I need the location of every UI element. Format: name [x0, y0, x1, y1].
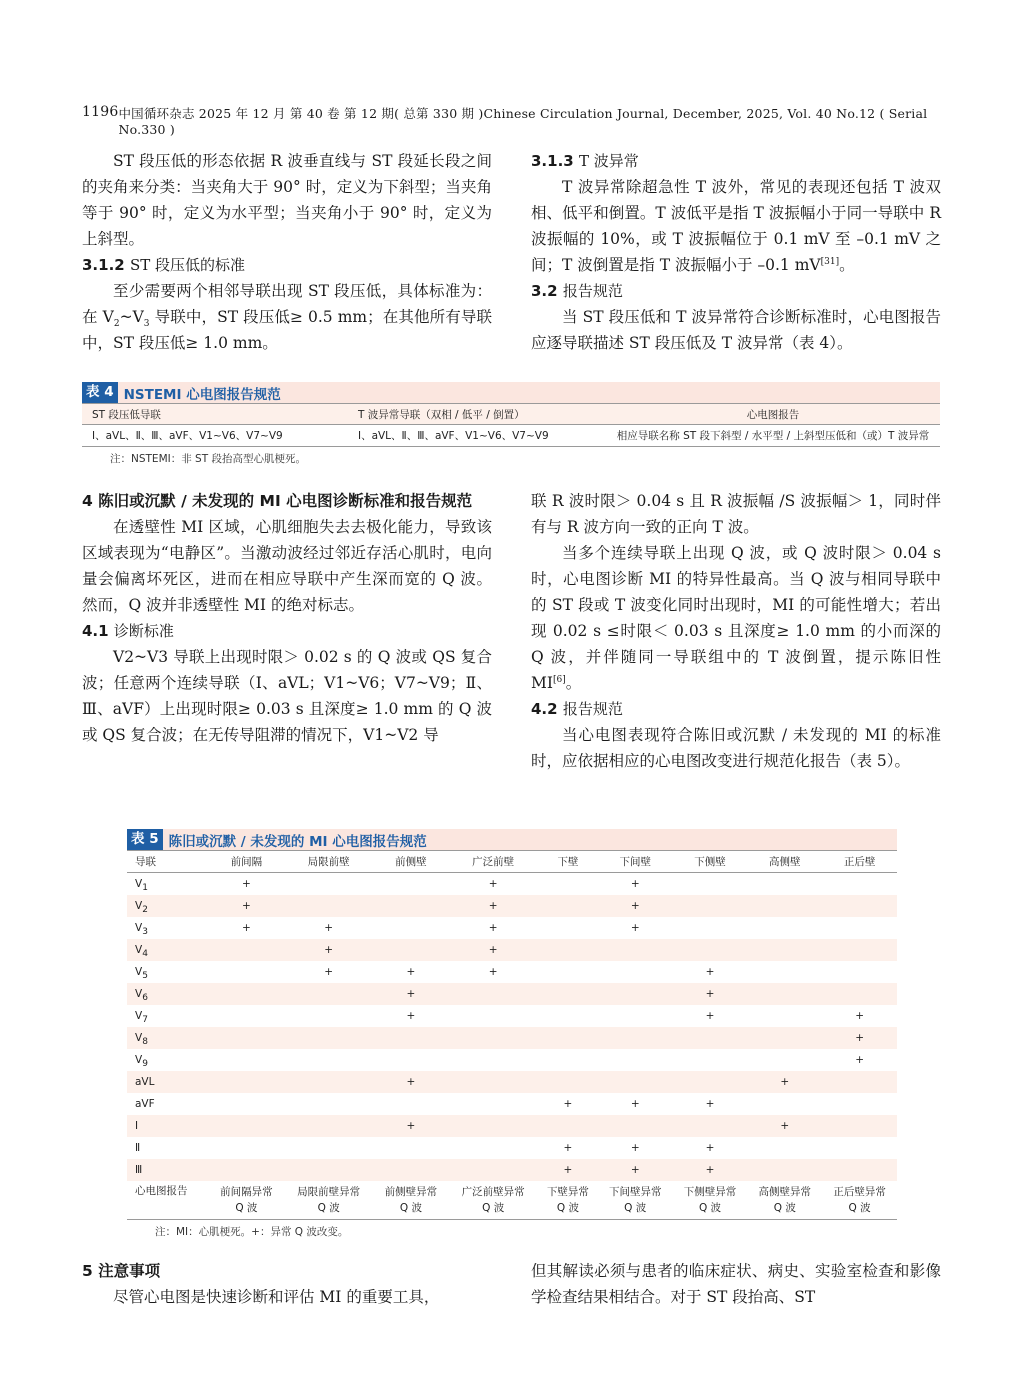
table-cell [598, 983, 673, 1005]
table-cell: + [406, 1010, 416, 1022]
table-cell [747, 1137, 822, 1159]
table-cell [284, 1005, 374, 1027]
table-cell: + [324, 922, 334, 934]
table-cell [284, 1137, 374, 1159]
table-header: 心电图报告 [597, 404, 940, 425]
table-cell [538, 1049, 598, 1071]
table-cell [747, 1049, 822, 1071]
table-cell [448, 1027, 538, 1049]
table-cell: + [855, 1010, 864, 1022]
report-spec-paragraph: 当 ST 段压低和 T 波异常符合诊断标准时，心电图报告应逐导联描述 ST 段压低及 T 波异常（表 4）。 [531, 308, 941, 352]
table-cell [448, 1115, 538, 1137]
table-cell [747, 1159, 822, 1181]
lead-cell: $V_3$ [135, 922, 148, 938]
table-row [127, 1137, 897, 1159]
table-header: 下壁 [538, 851, 598, 873]
table-cell [209, 1071, 284, 1093]
table-cell [448, 983, 538, 1005]
lead-cell: $V_9$ [135, 1054, 148, 1070]
table-cell [747, 939, 822, 961]
table-cell [822, 873, 897, 896]
lead-cell: aVL [127, 1071, 209, 1093]
table-cell: + [705, 1098, 715, 1110]
table-cell: + [563, 1098, 573, 1110]
table-cell [822, 1159, 897, 1181]
table-cell: + [747, 1071, 822, 1093]
table-cell: 局限前壁异常 Q 波 [284, 1181, 374, 1220]
table-row [127, 1181, 897, 1220]
table-cell [284, 1093, 374, 1115]
sec4-intro-paragraph: 在透壁性 MI 区域，心肌细胞失去去极化能力，导致该区域表现为“电静区”。当激动波经过邻近存活心肌时，电向量会偏离坏死区，进而在相应导联中产生深而宽的 Q 波。然而，Q 波并非透壁性 MI 的绝对标志。 [82, 518, 492, 614]
table-5-grid [127, 850, 897, 1220]
lead-cell: $V_2$ [127, 895, 209, 917]
table-cell: 下壁异常 Q 波 [538, 1181, 598, 1220]
table-cell: + [374, 1115, 449, 1137]
table-row [127, 873, 897, 896]
lead-cell: Ⅲ [127, 1159, 209, 1181]
lead-cell: $V_6$ [127, 983, 209, 1005]
table-cell [209, 1049, 284, 1071]
table-cell [374, 1093, 449, 1115]
table-cell: Ⅰ、aVL、Ⅱ、Ⅲ、aVF、V1~V6、V7~V9 [82, 425, 348, 447]
table-cell [822, 1093, 897, 1115]
sec4-criteria-continued: 联 R 波时限＞ 0.04 s 且 R 波振幅 /S 波振幅＞ 1，同时伴有与 R 波方向一致的正向 T 波。 [531, 492, 941, 536]
table-cell: + [448, 895, 538, 917]
lead-cell: $V_7$ [135, 1010, 148, 1026]
table-row [127, 961, 897, 983]
table-cell: + [563, 1142, 573, 1154]
table-header: ST 段压低导联 [82, 404, 348, 425]
table-cell [598, 961, 673, 983]
sec4-left-column [82, 488, 492, 748]
table-header: 下侧壁 [673, 851, 748, 873]
table-cell [538, 1115, 598, 1137]
table-cell: + [630, 1098, 640, 1110]
table-cell [747, 917, 822, 939]
table-cell: 前间隔异常 Q 波 [209, 1181, 284, 1220]
table-header: 广泛前壁 [448, 851, 538, 873]
table-cell [673, 1027, 748, 1049]
table-cell [673, 873, 748, 896]
sec4-criteria-paragraph: V2~V3 导联上出现时限＞ 0.02 s 的 Q 波或 QS 复合波；任意两个连续导联（Ⅰ、aVL；V1~V6；V7~V9；Ⅱ、Ⅲ、aVF）上出现时限≥ 0.03 s 且深度≥ 1.0 mm 的 Q 波或 QS 复合波；在无传导阻滞的情况下，V1~V2 导 [82, 648, 492, 744]
table-cell [448, 1071, 538, 1093]
table-cell [598, 1071, 673, 1093]
table-cell: + [630, 1142, 640, 1154]
table-header: 正后壁 [822, 851, 897, 873]
table-cell: 下侧壁异常 Q 波 [673, 1181, 748, 1220]
top-left-column [82, 148, 492, 356]
table-cell [822, 1137, 897, 1159]
table-cell [822, 983, 897, 1005]
table-cell [822, 917, 897, 939]
sec5-paragraph-left: 尽管心电图是快速诊断和评估 MI 的重要工具， [113, 1288, 440, 1306]
table-row [127, 1005, 897, 1027]
table-row [127, 1093, 897, 1115]
table-cell [747, 1027, 822, 1049]
lead-cell: aVF [135, 1098, 155, 1110]
table-cell: + [630, 922, 640, 934]
table-cell: + [241, 922, 251, 934]
table-cell [538, 873, 598, 896]
heading-3-2: 3.2 报告规范 [531, 282, 623, 300]
table-cell: + [705, 966, 715, 978]
table-cell: + [673, 1159, 748, 1181]
section-5-title: 5 注意事项 [82, 1262, 161, 1280]
table-cell [284, 1159, 374, 1181]
table-cell [374, 917, 449, 939]
table-4-caption: 表 4 NSTEMI 心电图报告规范 [82, 382, 940, 403]
table-header: T 波异常导联（双相 / 低平 / 倒置） [348, 404, 597, 425]
table-cell [374, 873, 449, 896]
table-row [127, 1027, 897, 1049]
lead-cell: $V_5$ [135, 966, 148, 982]
table-cell: + [488, 878, 498, 890]
table-cell: + [673, 983, 748, 1005]
table-cell: + [374, 983, 449, 1005]
table-row [127, 983, 897, 1005]
table-cell [538, 961, 598, 983]
table-cell [673, 1049, 748, 1071]
table-cell [209, 1115, 284, 1137]
table-cell [209, 961, 284, 983]
table-cell: + [209, 895, 284, 917]
table-4 [82, 382, 940, 466]
table-cell: + [598, 895, 673, 917]
table-cell [822, 939, 897, 961]
table-cell [538, 1071, 598, 1093]
table-cell [673, 1071, 748, 1093]
table-row [127, 939, 897, 961]
table-cell [374, 895, 449, 917]
table-5-note: 注：MI：心肌梗死。+：异常 Q 波改变。 [155, 1226, 349, 1238]
table-cell [284, 895, 374, 917]
table-cell [374, 939, 449, 961]
table-cell [822, 961, 897, 983]
table-cell [209, 1137, 284, 1159]
table-5 [127, 829, 897, 1239]
table-header: 局限前壁 [284, 851, 374, 873]
table-cell [747, 1005, 822, 1027]
table-cell [538, 1027, 598, 1049]
table-row [127, 1115, 897, 1137]
table-cell [747, 961, 822, 983]
table-row [127, 917, 897, 939]
table-cell [284, 1027, 374, 1049]
table-cell [374, 1049, 449, 1071]
table-5-caption: 表 5 陈旧或沉默 / 未发现的 MI 心电图报告规范 [127, 829, 897, 850]
table-cell [598, 1005, 673, 1027]
top-right-column [531, 148, 941, 356]
table-cell [822, 1115, 897, 1137]
table-cell: + [448, 939, 538, 961]
table-cell [538, 895, 598, 917]
table-cell [209, 1005, 284, 1027]
lead-cell: Ⅱ [135, 1142, 141, 1154]
st-morphology-paragraph: ST 段压低的形态依据 R 波垂直线与 ST 段延长段之间的夹角来分类：当夹角大于 90° 时，定义为下斜型；当夹角等于 90° 时，定义为水平型；当夹角小于 90° 时，定义为上斜型。 [82, 152, 492, 248]
table-cell: + [705, 1010, 715, 1022]
lead-cell: Ⅰ [127, 1115, 209, 1137]
table-cell [448, 1049, 538, 1071]
table-cell: + [705, 1142, 715, 1154]
table-cell [284, 1071, 374, 1093]
sec4-right-column [531, 488, 941, 774]
table-cell [598, 1049, 673, 1071]
table-cell [538, 1005, 598, 1027]
table-cell [598, 939, 673, 961]
table-cell: + [488, 922, 498, 934]
heading-4-2: 4.2 报告规范 [531, 700, 623, 718]
st-criteria-paragraph: 至少需要两个相邻导联出现 ST 段压低，具体标准为：在 $V_2\sim V_3$ 导联中，ST 段压低≥ 0.5 mm；在其他所有导联中，ST 段压低≥ 1.0 mm。 [82, 282, 492, 352]
table-cell: 广泛前壁异常 Q 波 [448, 1181, 538, 1220]
heading-4-1: 4.1 诊断标准 [82, 622, 174, 640]
heading-3-1-3: 3.1.3 T 波异常 [531, 152, 639, 170]
table-cell: + [747, 1115, 822, 1137]
table-cell [673, 1115, 748, 1137]
table-cell [538, 939, 598, 961]
table-cell [747, 895, 822, 917]
table-cell [284, 983, 374, 1005]
t-wave-paragraph: T 波异常除超急性 T 波外，常见的表现还包括 T 波双相、低平和倒置。T 波低平是指 T 波振幅小于同一导联中 R 波振幅的 10%，或 T 波振幅位于 0.1 mV 至 –0.1 mV 之间；T 波倒置是指 T 波振幅小于 –0.1 mV[31]。 [531, 178, 941, 274]
table-cell [209, 1159, 284, 1181]
table-header: 下间壁 [598, 851, 673, 873]
table-row [127, 1071, 897, 1093]
table-4-note: 注：NSTEMI：非 ST 段抬高型心肌梗死。 [110, 453, 306, 465]
table-cell: 正后壁异常 Q 波 [822, 1181, 897, 1220]
table-cell [448, 1137, 538, 1159]
table-cell [374, 1027, 449, 1049]
table-cell [209, 939, 284, 961]
table-4-grid [82, 403, 940, 447]
table-cell [747, 1093, 822, 1115]
table-cell: + [374, 1071, 449, 1093]
table-cell [747, 983, 822, 1005]
table-cell: + [598, 1159, 673, 1181]
table-cell [209, 1093, 284, 1115]
table-cell [538, 917, 598, 939]
heading-3-1-2: 3.1.2 ST 段压低的标准 [82, 256, 246, 274]
section-4-title: 4 陈旧或沉默 / 未发现的 MI 心电图诊断标准和报告规范 [82, 492, 473, 510]
table-cell [822, 1071, 897, 1093]
table-cell [598, 1027, 673, 1049]
table-cell [284, 873, 374, 896]
table-header: 前侧壁 [374, 851, 449, 873]
table-cell [284, 1049, 374, 1071]
table-cell: + [630, 878, 640, 890]
sec5-paragraph-right: 但其解读必须与患者的临床症状、病史、实验室检查和影像学检查结果相结合。对于 ST 段抬高、ST [531, 1262, 941, 1306]
sec4-specificity-paragraph: 当多个连续导联上出现 Q 波，或 Q 波时限＞ 0.04 s 时，心电图诊断 MI 的特异性最高。当 Q 波与相同导联中的 ST 段或 T 波变化同时出现时，MI 的可能性增大；若出现 0.02 s ≤时限＜ 0.03 s 且深度≥ 1.0 mm 的小而深的 Q 波，并伴随同一导联组中的 T 波倒置，提示陈旧性 MI[6]。 [531, 544, 941, 692]
table-cell [538, 983, 598, 1005]
table-cell: + [241, 878, 251, 890]
table-row [127, 1049, 897, 1071]
table-row [127, 895, 897, 917]
sec4-report-paragraph: 当心电图表现符合陈旧或沉默 / 未发现的 MI 的标准时，应依据相应的心电图改变进行规范化报告（表 5）。 [531, 726, 941, 770]
table-cell [374, 1159, 449, 1181]
table-cell: + [855, 1054, 864, 1066]
table-cell [673, 939, 748, 961]
table-cell: Ⅰ、aVL、Ⅱ、Ⅲ、aVF、V1~V6、V7~V9 [348, 425, 597, 447]
lead-cell: $V_1$ [135, 878, 148, 894]
page-number: 1196 [82, 104, 119, 120]
table-cell [284, 1115, 374, 1137]
table-cell: + [488, 966, 498, 978]
table-cell [448, 1159, 538, 1181]
table-cell [374, 1137, 449, 1159]
table-cell: 前侧壁异常 Q 波 [374, 1181, 449, 1220]
table-cell: 相应导联名称 ST 段下斜型 / 水平型 / 上斜型压低和（或）T 波异常 [597, 425, 940, 447]
table-cell: + [406, 966, 416, 978]
table-cell: + [538, 1159, 598, 1181]
running-header [82, 104, 942, 137]
table-cell [598, 1115, 673, 1137]
table-cell [673, 895, 748, 917]
table-cell: + [284, 939, 374, 961]
table-cell [673, 917, 748, 939]
journal-line: 中国循环杂志 2025 年 12 月 第 40 卷 第 12 期( 总第 330 期 )Chinese Circulation Journal, December, 2025, Vol. 40 No.12 ( Serial No.330 ) [118, 106, 928, 137]
table-header: 导联 [127, 851, 209, 873]
lead-cell: $V_8$ [127, 1027, 209, 1049]
table-cell [448, 1005, 538, 1027]
table-header: 高侧壁 [747, 851, 822, 873]
table-cell: 高侧壁异常 Q 波 [747, 1181, 822, 1220]
table-cell: + [822, 1027, 897, 1049]
sec5-left-column [82, 1258, 492, 1310]
table-cell: 下间壁异常 Q 波 [598, 1181, 673, 1220]
table-cell [448, 1093, 538, 1115]
lead-cell: $V_4$ [127, 939, 209, 961]
table-header: 前间隔 [209, 851, 284, 873]
table-cell [209, 983, 284, 1005]
table-cell [209, 1027, 284, 1049]
sec5-right-column [531, 1258, 941, 1310]
table-row [127, 1159, 897, 1181]
table-cell [822, 895, 897, 917]
table-cell: + [324, 966, 334, 978]
lead-cell: 心电图报告 [127, 1181, 209, 1220]
table-cell [747, 873, 822, 896]
